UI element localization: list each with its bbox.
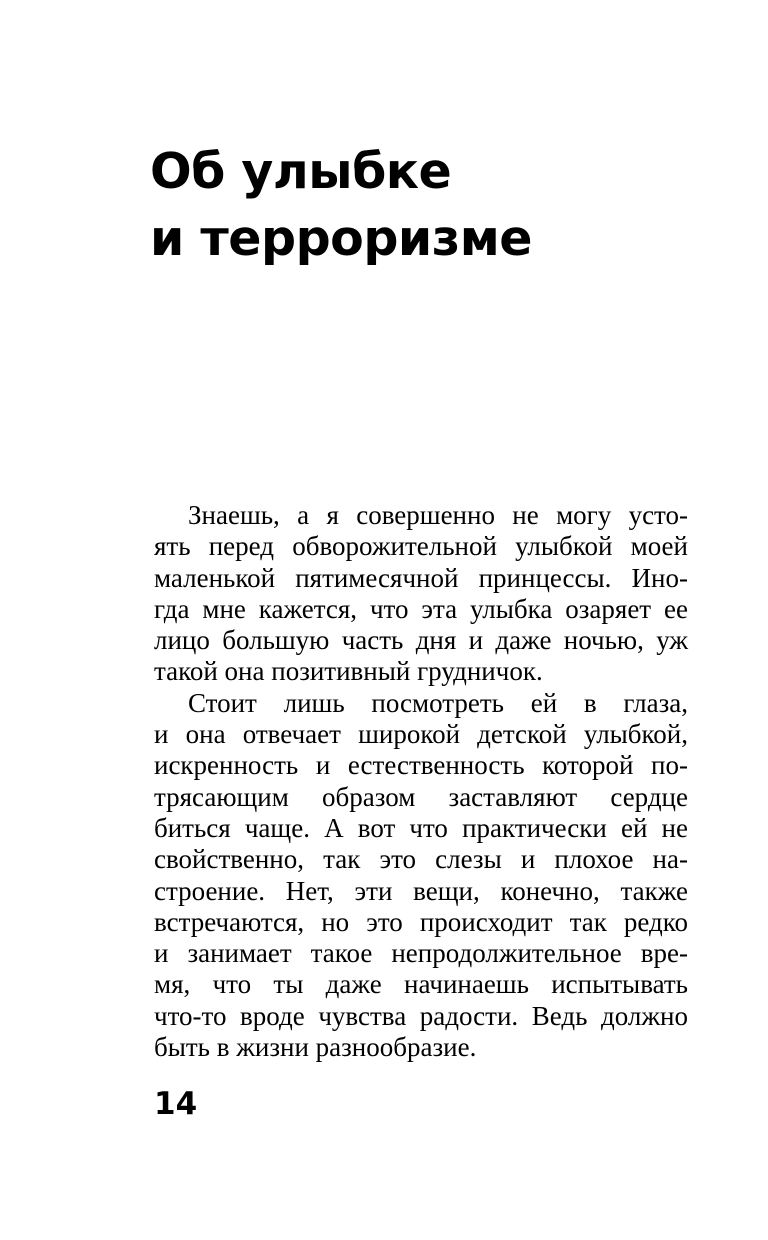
text-line: Знаешь, а я совершенно не могу усто-: [188, 500, 688, 530]
text-line: быть в жизни разнообразие.: [154, 1032, 477, 1063]
text-line: Стоит лишь посмотреть ей в глаза,: [188, 687, 688, 718]
page-number: 14: [154, 1086, 198, 1122]
text-line: мя, что ты даже начинаешь испытывать: [154, 969, 688, 1000]
chapter-body: [154, 500, 688, 1063]
text-line: встречаются, но это происходит так редко: [154, 906, 688, 937]
text-line: свойственно, так это слезы и плохое на-: [154, 844, 688, 875]
text-line: такой она позитивный грудничок.: [154, 656, 543, 687]
text-line: лицо большую часть дня и даже ночью, уж: [154, 625, 688, 656]
text-line: трясающим образом заставляют сердце: [154, 781, 688, 812]
text-line: и занимает такое непродолжительное вре-: [154, 938, 688, 969]
text-line: строение. Нет, эти вещи, конечно, также: [154, 875, 688, 906]
text-line: что-то вроде чувства радости. Ведь должно: [154, 1000, 688, 1031]
paragraph-2: [154, 688, 688, 1064]
text-line: и она отвечает широкой детской улыбкой,: [154, 719, 688, 750]
paragraph-1: [154, 500, 688, 688]
text-line: биться чаще. А вот что практически ей не: [154, 812, 688, 843]
text-line: ять перед обворожительной улыбкой моей: [154, 531, 688, 562]
text-line: маленькой пятимесячной принцессы. Ино-: [154, 562, 688, 593]
chapter-title-line-2: и терроризме: [150, 210, 533, 267]
text-line: гда мне кажется, что эта улыбка озаряет ее: [154, 593, 688, 624]
chapter-title: [150, 138, 710, 272]
chapter-title-line-1: Об улыбке: [150, 143, 452, 200]
text-line: искренность и естественность которой по-: [154, 750, 688, 781]
